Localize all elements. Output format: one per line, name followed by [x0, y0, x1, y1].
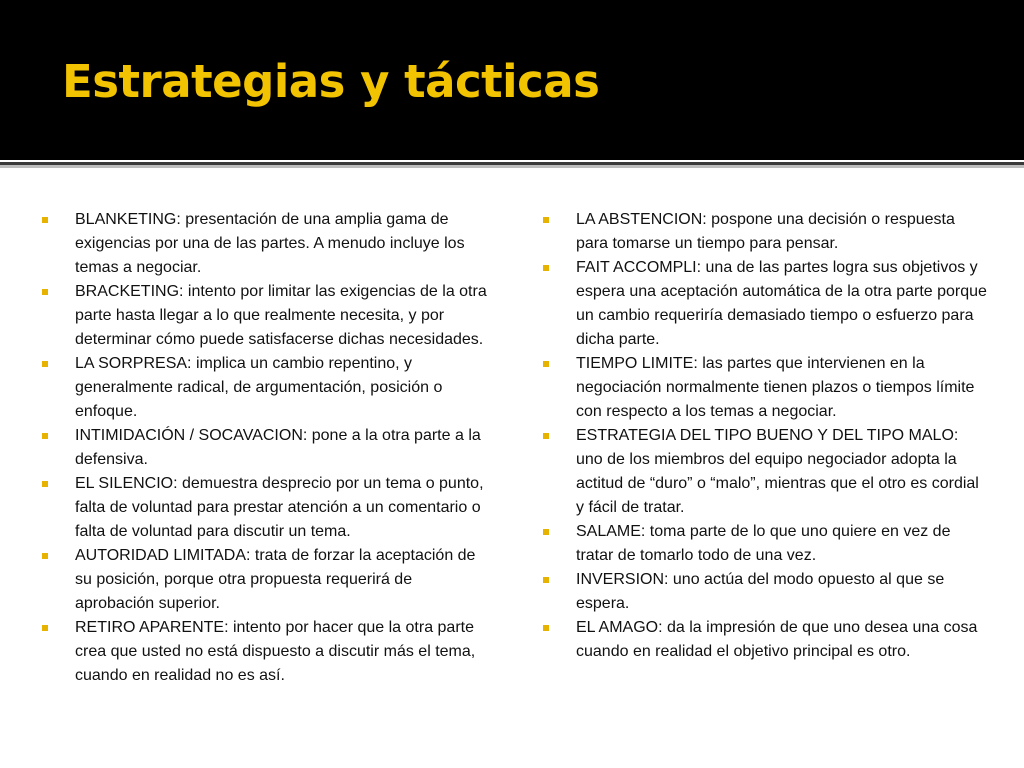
- right-column: [541, 208, 989, 664]
- square-bullet-icon: [42, 625, 48, 631]
- divider-shadow: [0, 165, 1024, 168]
- list-item-text: INVERSION: uno actúa del modo opuesto al que se espera.: [576, 571, 945, 612]
- square-bullet-icon: [543, 577, 549, 583]
- square-bullet-icon: [543, 265, 549, 271]
- left-column: [40, 208, 492, 688]
- list-item-text: BLANKETING: presentación de una amplia gama de exigencias por una de las partes. A menudo incluye los temas a negociar.: [75, 211, 465, 276]
- square-bullet-icon: [42, 217, 48, 223]
- list-item: [541, 568, 989, 616]
- square-bullet-icon: [42, 361, 48, 367]
- square-bullet-icon: [543, 433, 549, 439]
- list-item-text: EL SILENCIO: demuestra desprecio por un tema o punto, falta de voluntad para prestar atención a un comentario o falta de voluntad para discutir un tema.: [75, 475, 484, 540]
- list-item-text: TIEMPO LIMITE: las partes que intervienen en la negociación normalmente tienen plazos o tiempos límite con respecto a los temas a negociar.: [576, 355, 975, 420]
- list-item: [40, 208, 492, 280]
- list-item: [40, 424, 492, 472]
- list-item: [40, 280, 492, 352]
- right-bullet-list: [541, 208, 989, 664]
- square-bullet-icon: [543, 529, 549, 535]
- list-item-text: LA ABSTENCION: pospone una decisión o respuesta para tomarse un tiempo para pensar.: [576, 211, 955, 252]
- list-item: [541, 616, 989, 664]
- list-item: [40, 352, 492, 424]
- list-item: [541, 520, 989, 568]
- square-bullet-icon: [42, 433, 48, 439]
- square-bullet-icon: [42, 481, 48, 487]
- list-item-text: LA SORPRESA: implica un cambio repentino, y generalmente radical, de argumentación, posición o enfoque.: [75, 355, 443, 420]
- list-item: [40, 472, 492, 544]
- title-band: [0, 0, 1024, 160]
- square-bullet-icon: [42, 289, 48, 295]
- list-item-text: FAIT ACCOMPLI: una de las partes logra sus objetivos y espera una aceptación automática de la otra parte porque un cambio requeriría demasiado tiempo o esfuerzo para dicha parte.: [576, 259, 987, 348]
- square-bullet-icon: [543, 217, 549, 223]
- list-item-text: BRACKETING: intento por limitar las exigencias de la otra parte hasta llegar a lo que realmente necesita, y por determinar cómo puede satisfacerse dichas necesidades.: [75, 283, 487, 348]
- list-item-text: SALAME: toma parte de lo que uno quiere en vez de tratar de tomarlo todo de una vez.: [576, 523, 951, 564]
- list-item: [541, 256, 989, 352]
- list-item: [541, 352, 989, 424]
- list-item-text: AUTORIDAD LIMITADA: trata de forzar la aceptación de su posición, porque otra propuesta requerirá de aprobación superior.: [75, 547, 476, 612]
- square-bullet-icon: [543, 625, 549, 631]
- slide-title: Estrategias y tácticas: [62, 55, 600, 108]
- square-bullet-icon: [42, 553, 48, 559]
- list-item-text: EL AMAGO: da la impresión de que uno desea una cosa cuando en realidad el objetivo principal es otro.: [576, 619, 978, 660]
- list-item: [40, 616, 492, 688]
- list-item-text: ESTRATEGIA DEL TIPO BUENO Y DEL TIPO MALO: uno de los miembros del equipo negociador adopta la actitud de “duro” o “malo”, mientras que el otro es cordial y fácil de tratar.: [576, 427, 979, 516]
- list-item-text: INTIMIDACIÓN / SOCAVACION: pone a la otra parte a la defensiva.: [75, 427, 481, 468]
- list-item: [40, 544, 492, 616]
- square-bullet-icon: [543, 361, 549, 367]
- list-item: [541, 208, 989, 256]
- list-item: [541, 424, 989, 520]
- list-item-text: RETIRO APARENTE: intento por hacer que la otra parte crea que usted no está dispuesto a discutir más el tema, cuando en realidad no es así.: [75, 619, 476, 684]
- left-bullet-list: [40, 208, 492, 688]
